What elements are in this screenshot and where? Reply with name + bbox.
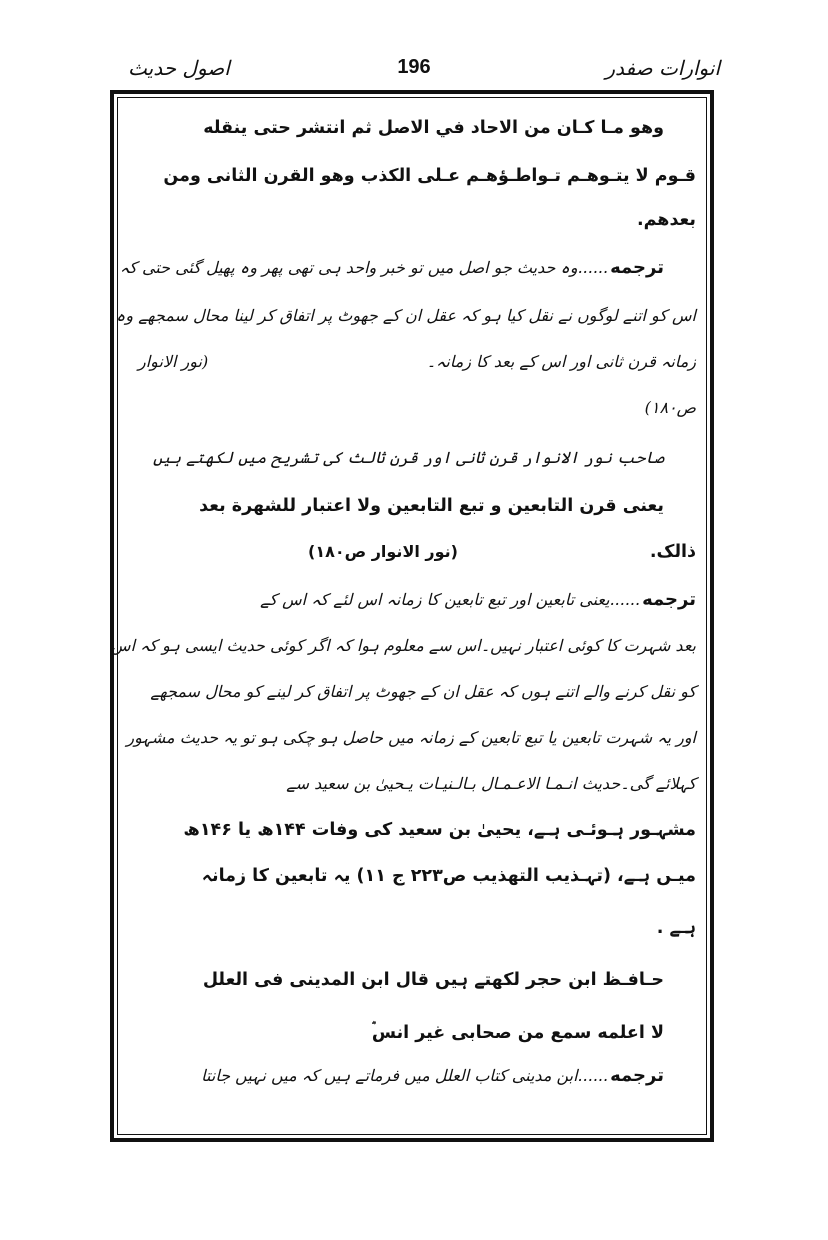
urdu-text: ......وہ حدیث جو اصل میں تو خبر واحد ہی تھی پھر وہ پھیل گئی حتی کہ	[119, 258, 609, 277]
page-number: 196	[397, 56, 431, 78]
urdu-text-line: اس کو اتنے لوگوں نے نقل کیا ہو کہ عقل ان کے جھوٹ پر اتفاق کر لینا محال سمجھے وہ	[116, 306, 696, 325]
arabic-text-line: وهو مـا كـان من الاحاد في الاصل ثم انتشر حتى ينقله	[203, 118, 664, 138]
arabic-text-line: ہـے .	[656, 918, 696, 938]
translation-label: ترجمه	[610, 1065, 664, 1086]
translation-line	[260, 588, 696, 612]
reference: (نور الانوار ص۱۸۰)	[308, 542, 458, 561]
urdu-text-line: زمانہ قرن ثانی اور اس کے بعد کا زمانہ۔	[426, 352, 696, 371]
arabic-text-line: حـافـظ ابن حجر لکھتے ہیں قال ابن المدینی فی العلل	[202, 970, 664, 990]
translation-line	[201, 1064, 664, 1088]
urdu-text-line: صاحب نور الانوار قرن ثانی اور قرن ثالث کی تشریح میں لکھتے ہیں	[152, 448, 664, 467]
translation-line	[120, 256, 664, 280]
urdu-text-line: کو نقل کرنے والے اتنے ہوں کہ عقل ان کے جھوٹ پر اتفاق کر لینے کو محال سمجھے	[150, 682, 696, 701]
urdu-text-line: بعد شہرت کا کوئی اعتبار نہیں۔اس سے معلوم ہوا کہ اگر کوئی حدیث ایسی ہو کہ اس	[111, 636, 696, 655]
arabic-text-line	[372, 1016, 664, 1045]
urdu-text-line: کہلائے گی۔حدیث انـمـا الاعـمـال بـالـنيـات يـحيىٰ بن سعيد سے	[286, 774, 696, 793]
arabic-text-line: ذالک.	[649, 542, 696, 562]
urdu-text: ......یعنی تابعین اور تبع تابعین کا زمانہ اس لئے کہ اس کے	[260, 590, 641, 609]
arabic-text-line: بعدهم.	[636, 210, 696, 230]
urdu-text-line: اور یہ شہرت تابعین یا تبع تابعین کے زمانہ میں حاصل ہو چکی ہو تو یہ حدیث مشہور	[126, 728, 696, 747]
reference: (نور الانوار	[138, 352, 209, 371]
arabic-text-line: میـں ہـے، (تہـذیب التهذيب ص۲۲۳ ج ۱۱) یہ تابعین کا زمانہ	[201, 866, 696, 886]
urdu-text-line: ص۱۸۰)	[644, 398, 696, 417]
book-title: انوارات صفدر	[605, 56, 720, 80]
arabic-text-line: يعنى قرن التابعين و تبع التابعين ولا اعتبار للشهرة بعد	[199, 496, 664, 516]
page-header	[108, 56, 720, 90]
urdu-text: ......ابن مدینی کتاب العلل میں فرماتے ہیں کہ میں نہیں جانتا	[201, 1066, 609, 1085]
translation-label: ترجمه	[642, 589, 696, 610]
arabic-text-line: مشہـور ہـوئـی ہـے، یحییٰ بن سعید کی وفات ۱۴۴ھ یا ۱۴۶ھ	[183, 820, 696, 840]
chapter-topic: اصول حدیث	[128, 56, 230, 80]
arabic-quote: لا اعلمه سمع من صحابى غير انس	[371, 1022, 664, 1043]
translation-label: ترجمه	[610, 257, 664, 278]
arabic-text-line: قـوم لا يتـوهـم تـواطـؤهـم عـلى الكذب وهو القرن الثانى ومن	[163, 166, 696, 186]
